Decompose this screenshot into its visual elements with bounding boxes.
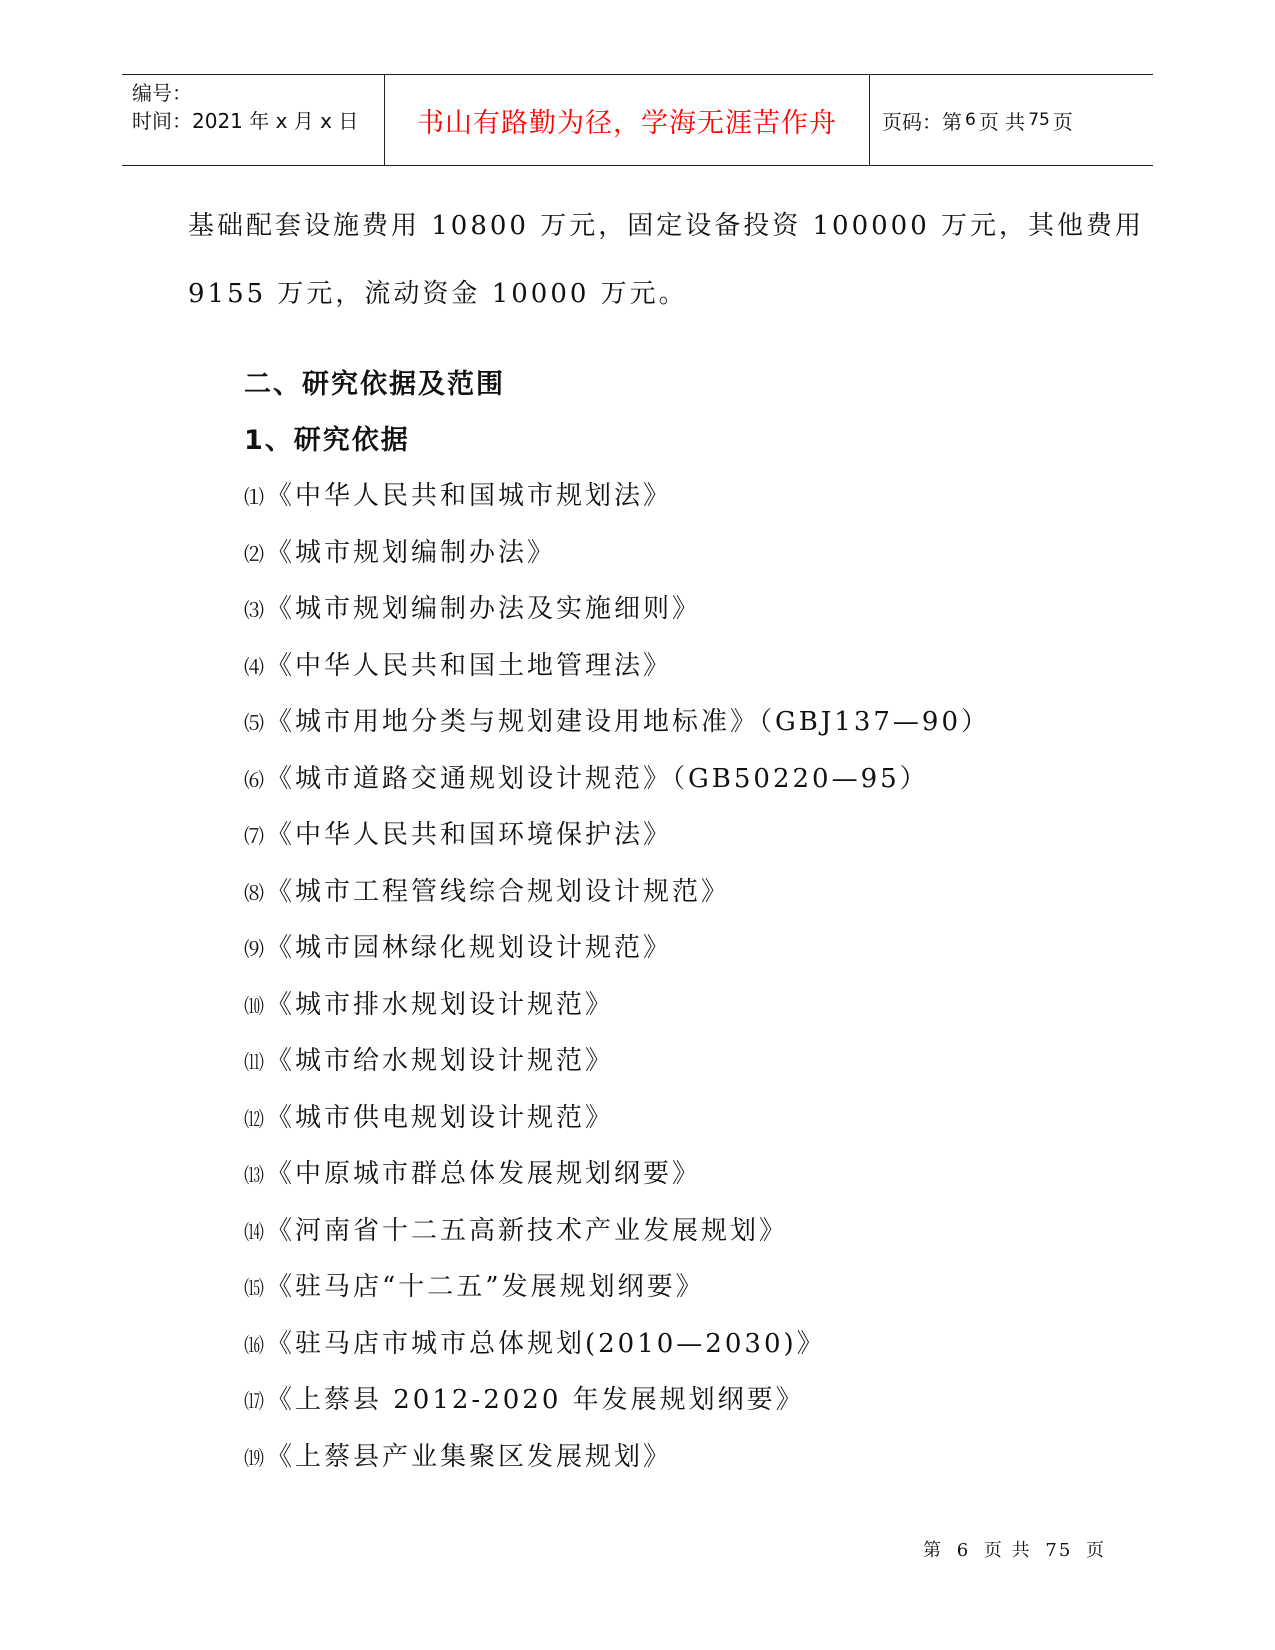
reference-title: 《城市给水规划设计规范》 — [266, 1046, 615, 1076]
reference-item — [244, 1090, 990, 1147]
reference-item — [244, 864, 990, 921]
reference-title: 《城市用地分类与规划建设用地标准》（GBJ137—90） — [266, 707, 991, 737]
reference-title: 《城市工程管线综合规划设计规范》 — [266, 876, 731, 907]
reference-title: 《中华人民共和国环境保护法》 — [266, 820, 673, 850]
reference-number: ⑻ — [244, 880, 264, 905]
reference-number: ⒃ — [244, 1332, 264, 1357]
reference-title: 《城市规划编制办法》 — [266, 537, 557, 568]
reference-number: ⑿ — [244, 1106, 264, 1131]
reference-title: 《上蔡县 2012-2020 年发展规划纲要》 — [266, 1385, 805, 1415]
reference-item — [244, 694, 990, 751]
reference-title: 《驻马店“十二五”发展规划纲要》 — [266, 1272, 705, 1302]
reference-list — [244, 468, 990, 1485]
reference-item — [244, 751, 990, 808]
reference-item — [244, 525, 990, 582]
reference-title: 《城市排水规划设计规范》 — [266, 989, 615, 1020]
reference-number: ⑾ — [244, 1050, 264, 1074]
reference-title: 《城市园林绿化规划设计规范》 — [266, 933, 673, 963]
reference-title: 《城市供电规划设计规范》 — [266, 1102, 615, 1133]
reference-item — [244, 1259, 990, 1316]
footer-current: 6 — [956, 1540, 971, 1561]
header-page-total: 75 — [1028, 110, 1050, 130]
reference-number: ⑺ — [244, 824, 264, 848]
footer-suffix: 页 — [1086, 1540, 1107, 1561]
reference-number: ⑷ — [244, 654, 264, 679]
reference-title: 《上蔡县产业集聚区发展规划》 — [266, 1441, 673, 1472]
reference-number: ⑸ — [244, 711, 264, 735]
footer-prefix: 第 — [923, 1540, 943, 1561]
document-date: 时间：2021 年 x 月 x 日 — [132, 109, 359, 133]
reference-item — [244, 807, 990, 864]
header-page-middle: 页 共 — [978, 109, 1026, 134]
reference-number: ⒄ — [244, 1389, 264, 1413]
reference-title: 《城市规划编制办法及实施细则》 — [266, 594, 702, 624]
reference-number: ⑹ — [244, 767, 264, 792]
reference-number: ⑶ — [244, 598, 264, 622]
reference-item — [244, 1372, 990, 1429]
subsection-heading: 1、研究依据 — [244, 425, 410, 456]
reference-title: 《中华人民共和国城市规划法》 — [266, 481, 673, 511]
reference-item — [244, 581, 990, 638]
reference-title: 《中华人民共和国土地管理法》 — [266, 650, 673, 681]
document-number-label: 编号： — [132, 81, 192, 105]
reference-title: 《城市道路交通规划设计规范》（GB50220—95） — [266, 763, 929, 794]
reference-number: ⒂ — [244, 1276, 264, 1300]
reference-item — [244, 920, 990, 977]
paragraph-line: 基础配套设施费用 10800 万元，固定设备投资 100000 万元，其他费用 — [188, 211, 1145, 241]
section-heading: 二、研究依据及范围 — [244, 369, 505, 400]
reference-item — [244, 468, 990, 525]
footer-middle: 页 共 — [983, 1540, 1032, 1561]
header-meta — [122, 75, 385, 165]
paragraph-line: 9155 万元，流动资金 10000 万元。 — [188, 279, 688, 309]
header-page-prefix: 页码：第 — [882, 109, 962, 134]
reference-number: ⑴ — [244, 485, 264, 509]
reference-title: 《中原城市群总体发展规划纲要》 — [266, 1159, 702, 1189]
reference-number: ⒆ — [244, 1445, 264, 1470]
page-header — [122, 74, 1153, 166]
reference-item — [244, 1033, 990, 1090]
reference-number: ⑼ — [244, 937, 264, 961]
reference-number: ⑽ — [244, 993, 264, 1018]
reference-number: ⒀ — [244, 1163, 264, 1187]
reference-item — [244, 1203, 990, 1260]
reference-number: ⒁ — [244, 1219, 264, 1244]
reference-item — [244, 1316, 990, 1373]
reference-title: 《河南省十二五高新技术产业发展规划》 — [266, 1215, 789, 1246]
reference-item — [244, 638, 990, 695]
reference-item — [244, 1146, 990, 1203]
cost-paragraph — [188, 192, 1145, 328]
reference-item — [244, 1429, 990, 1486]
footer-total: 75 — [1045, 1540, 1073, 1561]
reference-item — [244, 977, 990, 1034]
header-motto: 书山有路勤为径，学海无涯苦作舟 — [385, 75, 870, 165]
reference-title: 《驻马店市城市总体规划(2010—2030)》 — [266, 1328, 826, 1359]
header-page-current: 6 — [965, 110, 976, 130]
reference-number: ⑵ — [244, 541, 264, 566]
header-page-indicator — [870, 75, 1153, 165]
page-footer — [923, 1536, 1112, 1562]
header-page-suffix: 页 — [1052, 109, 1073, 134]
